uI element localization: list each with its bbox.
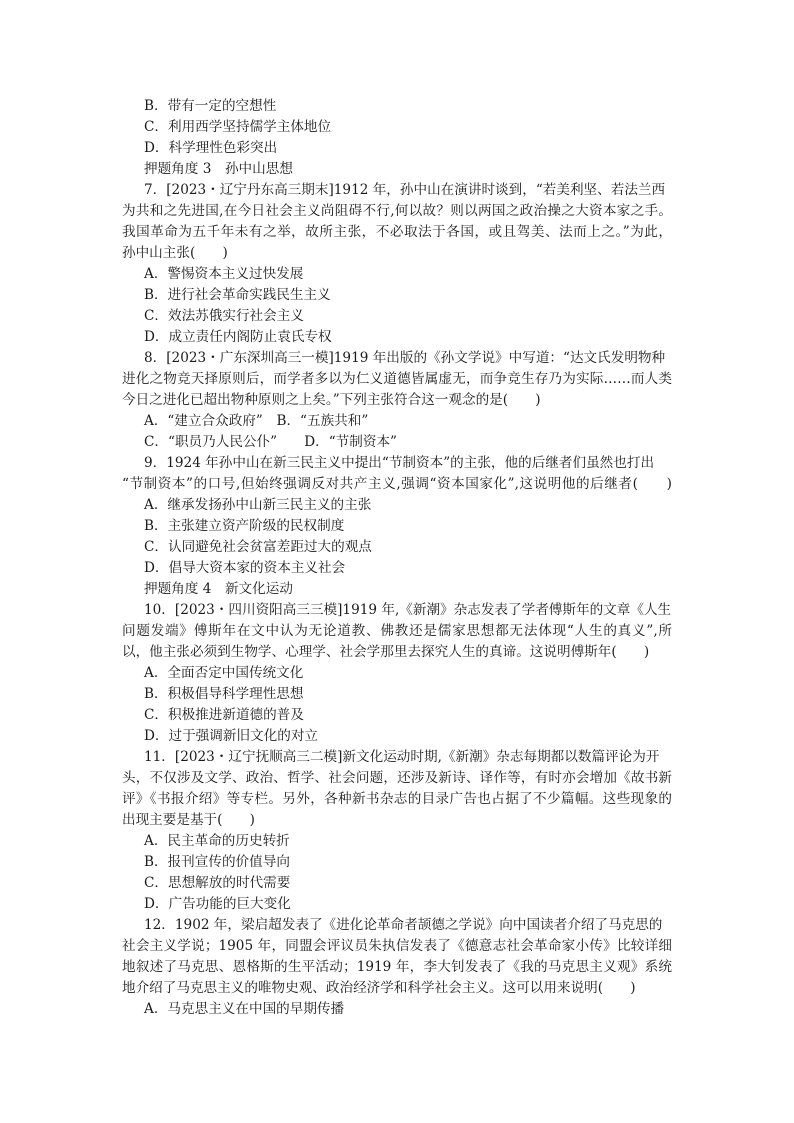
q11-option-a: A．民主革命的历史转折 (144, 833, 290, 849)
q12-stem-line-3: 地叙述了马克思、恩格斯的生平活动；1919 年，李大钊发表了《我的马克思主义观》系统 (122, 959, 672, 975)
q11-stem-line-4: 出现主要是基于( ) (122, 812, 255, 828)
q7-option-b: B．进行社会革命实践民生主义 (144, 287, 331, 303)
q8-stem-line-1: 8．[2023・广东深圳高三一模]1919 年出版的《孙文学说》中写道：“达文氏发明物种 (144, 350, 666, 366)
q6-option-b: B．带有一定的空想性 (144, 98, 277, 114)
q7-option-d: D．成立责任内阁防止袁氏专权 (144, 329, 332, 345)
q11-option-c: C．思想解放的时代需要 (144, 875, 291, 891)
q9-option-d: D．倡导大资本家的资本主义社会 (144, 560, 346, 576)
q7-stem-line-4: 孙中山主张( ) (122, 245, 228, 261)
section-heading-3: 押题角度 3 孙中山思想 (144, 161, 293, 177)
q6-option-c: C．利用西学坚持儒学主体地位 (144, 119, 332, 135)
q12-stem-line-1: 12．1902 年，梁启超发表了《进化论革命者颉德之学说》向中国读者介绍了马克思的 (144, 917, 663, 933)
q10-stem-line-3: 以，他主张必须到生物学、心理学、社会学那里去探究人生的真谛。这说明傅斯年( ) (122, 644, 650, 660)
q8-stem-line-2: 进化之物竞天择原则后，而学者多以为仁义道德皆属虚无，而争竞生存乃为实际……而人类 (122, 371, 672, 387)
q10-option-a: A．全面否定中国传统文化 (144, 665, 304, 681)
q10-option-c: C．积极推进新道德的普及 (144, 707, 304, 723)
q7-option-a: A．警惕资本主义过快发展 (144, 266, 304, 282)
q10-option-b: B．积极倡导科学理性思想 (144, 686, 304, 702)
q11-stem-line-3: 评》《书报介绍》等专栏。另外，各种新书杂志的目录广告也占据了不少篇幅。这些现象的 (122, 791, 672, 807)
q12-stem-line-4: 地介绍了马克思主义的唯物史观、政治经济学和科学社会主义。这可以用来说明( ) (122, 980, 636, 996)
q8-options-row-1: A．“建立合众政府” B．“五族共和” (144, 413, 369, 429)
q7-stem-line-3: 我国革命为五千年未有之举，故所主张，不必取法于各国，或且驾美、法而上之。”为此， (122, 224, 672, 240)
q7-stem-line-2: 为共和之先进国,在今日社会主义尚阻碍不行,何以故？则以两国之政治操之大资本家之手。 (122, 203, 672, 219)
q11-option-d: D．广告功能的巨大变化 (144, 896, 291, 912)
q11-stem-line-1: 11．[2023・辽宁抚顺高三二模]新文化运动时期,《新潮》杂志每期都以数篇评论为开 (144, 749, 660, 765)
q8-stem-line-3: 今日之进化已超出物种原则之上矣。”下列主张符合这一观念的是( ) (122, 392, 541, 408)
q9-option-a: A．继承发扬孙中山新三民主义的主张 (144, 497, 372, 513)
section-heading-4: 押题角度 4 新文化运动 (144, 581, 293, 597)
q7-stem-line-1: 7．[2023・辽宁丹东高三期末]1912 年，孙中山在演讲时谈到，“若美利坚、若法兰西 (144, 182, 666, 198)
q12-stem-line-2: 社会主义学说；1905 年，同盟会评议员朱执信发表了《德意志社会革命家小传》比较详细 (122, 938, 672, 954)
q6-option-d: D．科学理性色彩突出 (144, 140, 278, 156)
q10-stem-line-1: 10．[2023・四川资阳高三三模]1919 年,《新潮》杂志发表了学者傅斯年的文章《人生 (144, 602, 672, 618)
q9-stem-line-1: 9．1924 年孙中山在新三民主义中提出“节制资本”的主张，他的后继者们虽然也打出 (144, 455, 655, 471)
q10-stem-line-2: 问题发端》傅斯年在文中认为无论道教、佛教还是儒家思想都无法体现“人生的真义”,所 (122, 623, 672, 639)
q9-option-c: C．认同避免社会贫富差距过大的观点 (144, 539, 372, 555)
q9-stem-line-2: “节制资本”的口号,但始终强调反对共产主义,强调“资本国家化”,这说明他的后继者( ) (122, 476, 672, 492)
q9-option-b: B．主张建立资产阶级的民权制度 (144, 518, 345, 534)
q10-option-d: D．过于强调新旧文化的对立 (144, 728, 319, 744)
q12-option-a: A．马克思主义在中国的早期传播 (144, 1001, 345, 1017)
q11-stem-line-2: 头，不仅涉及文学、政治、哲学、社会问题，还涉及新诗、译作等，有时亦会增加《故书新 (122, 770, 672, 786)
q7-option-c: C．效法苏俄实行社会主义 (144, 308, 304, 324)
q11-option-b: B．报刊宣传的价值导向 (144, 854, 290, 870)
q8-options-row-2: C．“职员乃人民公仆” D．“节制资本” (144, 434, 398, 450)
